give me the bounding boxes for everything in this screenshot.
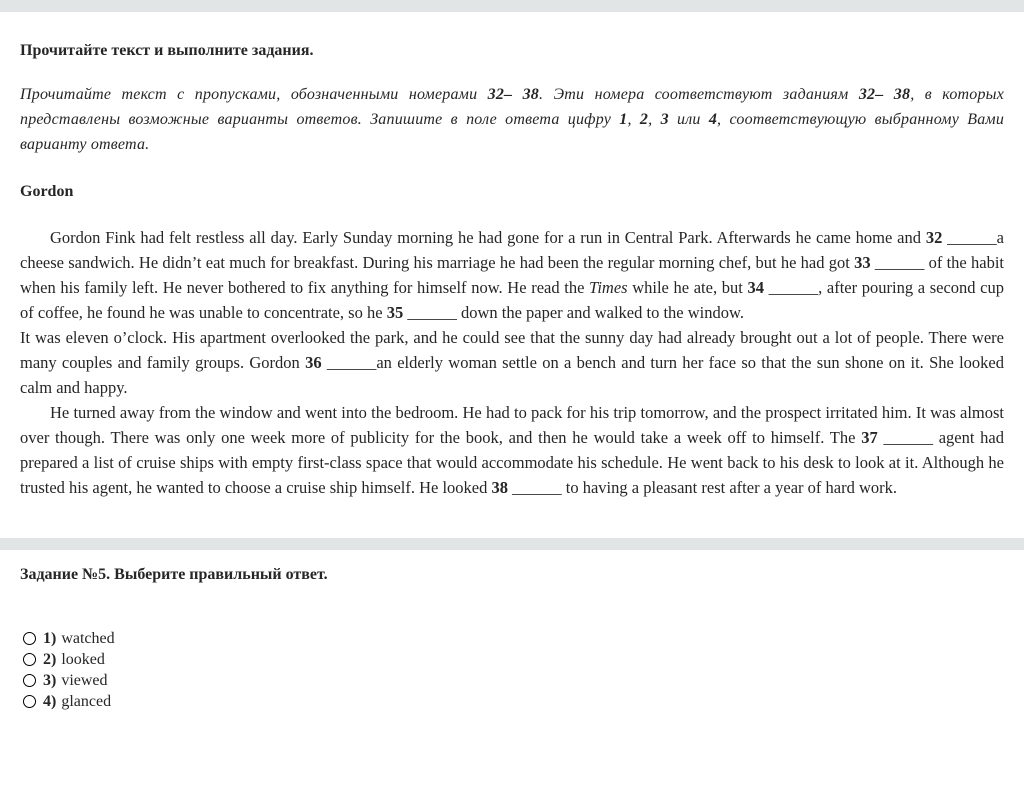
radio-button-icon[interactable] bbox=[23, 674, 36, 687]
story-paragraph-2: It was eleven o’clock. His apartment overlooked the park, and he could see that the sunny day had already brought out a lot of people. There were many couples and family groups. Gordon 36 ______an elderly woman settle on a bench and turn her face so that the sun shone on it. She looked calm and happy. bbox=[20, 328, 1005, 397]
answer-option-2[interactable] bbox=[20, 649, 1004, 670]
top-accent-bar bbox=[0, 0, 1024, 12]
section-separator bbox=[0, 538, 1024, 550]
option-number: 3) bbox=[43, 671, 57, 689]
task-instruction: Прочитайте текст с пропусками, обозначенными номерами 32– 38. Эти номера соответствуют заданиям 32– 38, в которых представлены возможные варианты ответов. Запишите в поле ответа цифру 1, 2, 3 или 4, соответствующую выбранному Вами варианту ответа. bbox=[20, 86, 1005, 153]
reading-task-section bbox=[0, 12, 1024, 538]
option-label: glanced bbox=[61, 692, 112, 710]
radio-button-icon[interactable] bbox=[23, 653, 36, 666]
answer-options bbox=[20, 628, 1004, 712]
option-label: looked bbox=[61, 650, 105, 668]
story-paragraph-3: He turned away from the window and went into the bedroom. He had to pack for his trip tomorrow, and the prospect irritated him. It was almost over though. There was only one week more of publicity for the book, and then he would take a week off to himself. The 37 ______ agent had prepared a list of cruise ships with empty first-class space that would accommodate his schedule. He went back to his desk to look at it. Although he trusted his agent, he wanted to choose a cruise ship himself. He looked 38 ______ to having a pleasant rest after a year of hard work. bbox=[20, 403, 1004, 497]
answer-option-3[interactable] bbox=[20, 670, 1004, 691]
story-title: Gordon bbox=[20, 183, 74, 200]
answer-option-4[interactable] bbox=[20, 691, 1004, 712]
option-number: 1) bbox=[43, 629, 57, 647]
option-number: 2) bbox=[43, 650, 57, 668]
task-heading: Прочитайте текст и выполните задания. bbox=[20, 42, 314, 59]
answer-option-1[interactable] bbox=[20, 628, 1004, 649]
radio-button-icon[interactable] bbox=[23, 695, 36, 708]
story-paragraph-1: Gordon Fink had felt restless all day. Early Sunday morning he had gone for a run in Central Park. Afterwards he came home and 32 ______a cheese sandwich. He didn’t eat much for breakfast. During his marriage he had been the regular morning chef, but he had got 33 ______ of the habit when his family left. He never bothered to fix anything for himself now. He read the Times while he ate, but 34 ______, after pouring a second cup of coffee, he found he was unable to concentrate, so he 35 ______ down the paper and walked to the window. bbox=[20, 228, 1005, 322]
question-section bbox=[0, 550, 1024, 732]
exam-page bbox=[0, 12, 1024, 732]
radio-button-icon[interactable] bbox=[23, 632, 36, 645]
question-heading: Задание №5. Выберите правильный ответ. bbox=[20, 566, 328, 583]
option-label: viewed bbox=[61, 671, 108, 689]
option-number: 4) bbox=[43, 692, 57, 710]
option-label: watched bbox=[61, 629, 115, 647]
